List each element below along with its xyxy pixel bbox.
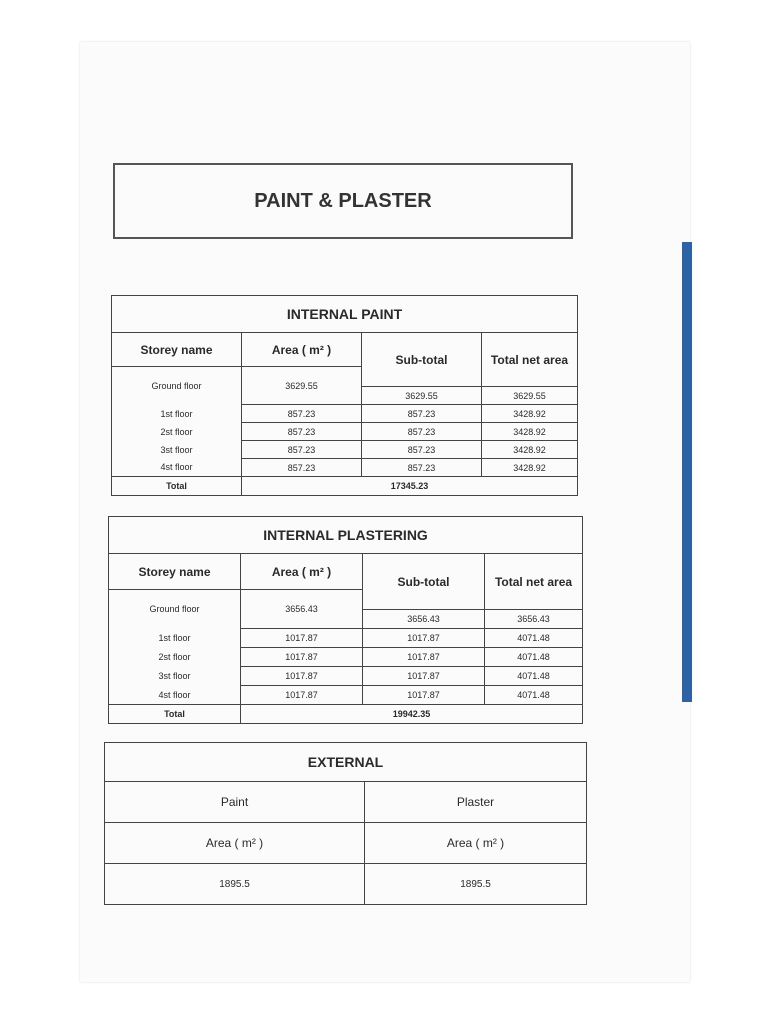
- area-value: 857.23: [242, 441, 362, 459]
- total-net-value: 4071.48: [485, 629, 583, 648]
- subtotal-value: 3656.43: [363, 610, 485, 629]
- plaster-area-value: 1895.5: [365, 864, 587, 905]
- storey-name: 3st floor: [112, 441, 242, 459]
- column-header: Total net area: [485, 554, 583, 610]
- column-header: Area ( m² ): [242, 333, 362, 367]
- storey-name: 2st floor: [112, 423, 242, 441]
- total-net-value: 4071.48: [485, 686, 583, 705]
- table-row: [112, 441, 578, 459]
- total-value: 19942.35: [241, 705, 583, 724]
- table-row: [109, 667, 583, 686]
- storey-name: 4st floor: [109, 686, 241, 705]
- total-net-value: 3428.92: [482, 423, 578, 441]
- column-header: Storey name: [112, 333, 242, 367]
- subtotal-value: 1017.87: [363, 629, 485, 648]
- section-heading: INTERNAL PAINT: [112, 296, 578, 333]
- plaster-area-header: Area ( m² ): [365, 823, 587, 864]
- area-value: 857.23: [242, 405, 362, 423]
- subtotal-value: 1017.87: [363, 648, 485, 667]
- total-net-value: 3428.92: [482, 441, 578, 459]
- subtotal-value: 857.23: [362, 405, 482, 423]
- column-header: Sub-total: [362, 333, 482, 387]
- total-net-value: 4071.48: [485, 648, 583, 667]
- column-header: Area ( m² ): [241, 554, 363, 590]
- storey-name: 1st floor: [109, 629, 241, 648]
- storey-name: Ground floor: [112, 367, 242, 405]
- section-heading: INTERNAL PLASTERING: [109, 517, 583, 554]
- table-row: [112, 459, 578, 477]
- total-value: 17345.23: [242, 477, 578, 496]
- paint-area-header: Area ( m² ): [105, 823, 365, 864]
- plaster-header: Plaster: [365, 782, 587, 823]
- table-row: [109, 629, 583, 648]
- area-value: 3656.43: [241, 590, 363, 629]
- total-label: Total: [112, 477, 242, 496]
- table-row: [112, 405, 578, 423]
- storey-name: 2st floor: [109, 648, 241, 667]
- area-value: 1017.87: [241, 686, 363, 705]
- subtotal-value: 857.23: [362, 441, 482, 459]
- storey-name: 3st floor: [109, 667, 241, 686]
- external-table: [104, 742, 587, 905]
- table-row: [109, 648, 583, 667]
- area-value: 857.23: [242, 459, 362, 477]
- paint-header: Paint: [105, 782, 365, 823]
- paint-area-value: 1895.5: [105, 864, 365, 905]
- total-net-value: 3428.92: [482, 405, 578, 423]
- subtotal-value: 1017.87: [363, 667, 485, 686]
- total-net-value: 3656.43: [485, 610, 583, 629]
- document-title: PAINT & PLASTER: [113, 163, 573, 239]
- subtotal-value: 3629.55: [362, 387, 482, 405]
- subtotal-value: 857.23: [362, 423, 482, 441]
- total-net-value: 4071.48: [485, 667, 583, 686]
- storey-name: Ground floor: [109, 590, 241, 629]
- subtotal-value: 857.23: [362, 459, 482, 477]
- table-row: [112, 423, 578, 441]
- column-header: Total net area: [482, 333, 578, 387]
- internal-paint-table: [111, 295, 578, 496]
- area-value: 1017.87: [241, 629, 363, 648]
- background-edge: [682, 242, 692, 702]
- section-heading: EXTERNAL: [105, 743, 587, 782]
- area-value: 1017.87: [241, 648, 363, 667]
- storey-name: 1st floor: [112, 405, 242, 423]
- storey-name: 4st floor: [112, 459, 242, 477]
- total-label: Total: [109, 705, 241, 724]
- area-value: 857.23: [242, 423, 362, 441]
- area-value: 3629.55: [242, 367, 362, 405]
- column-header: Sub-total: [363, 554, 485, 610]
- table-row: [109, 686, 583, 705]
- area-value: 1017.87: [241, 667, 363, 686]
- total-net-value: 3629.55: [482, 387, 578, 405]
- subtotal-value: 1017.87: [363, 686, 485, 705]
- column-header: Storey name: [109, 554, 241, 590]
- total-net-value: 3428.92: [482, 459, 578, 477]
- internal-plastering-table: [108, 516, 583, 724]
